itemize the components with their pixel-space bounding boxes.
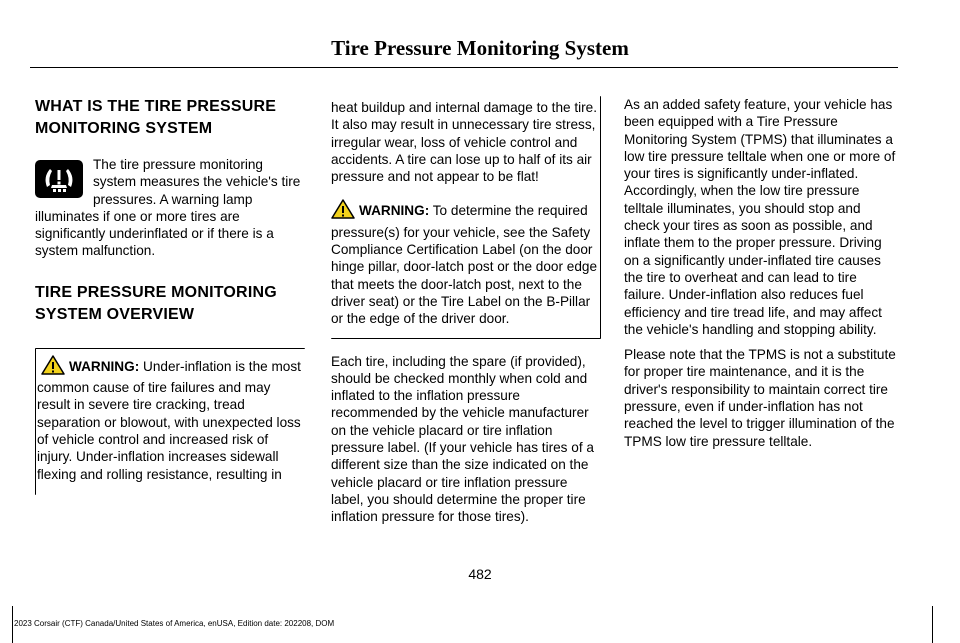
tpms-safety-paragraph: As an added safety feature, your vehicle has been equipped with a Tire Pressure Monitoring System (TPMS) that illuminates a low tire pressure telltale when one or more of your tires is significantly under-inflated. Accordingly, when the low tire pressure telltale illuminates, you should stop and check your tires as soon as possible, and inflate them to the proper pressure. Driving on a significantly under-inflated tire causes the tire to overheat and can lead to tire failure. Under-inflation also reduces fuel efficiency and tire tread life, and may affect the vehicle's handling and stopping ability. xyxy=(624,97,896,337)
warning-box-underinflation xyxy=(35,348,305,495)
crop-mark xyxy=(932,606,933,643)
warning-text: To determine the required pressure(s) for your vehicle, see the Safety Compliance Certification Label (on the door hinge pillar, door-latch post or the door edge that meets the door-latch post, next to the driver seat) or the Tire Label on the B-Pillar or the edge of the driver door. xyxy=(331,203,598,327)
tpms-warning-icon xyxy=(35,160,83,198)
edition-footer: 2023 Corsair (CTF) Canada/United States of America, enUSA, Edition date: 202208, DOM xyxy=(14,619,335,628)
monthly-check-paragraph: Each tire, including the spare (if provided), should be checked monthly when cold and inflated to the inflation pressure recommended by the vehicle manufacturer on the vehicle placard or tire inflation pressure label. (If your vehicle has tires of a different size than the size indicated on the vehicle placard or tire inflation pressure label, you should determine the proper tire inflation pressure for those tires). xyxy=(331,353,594,525)
page-number: 482 xyxy=(468,566,492,582)
column-2 xyxy=(331,96,601,526)
column-3 xyxy=(624,96,896,450)
crop-mark xyxy=(12,606,13,643)
warning-continued-text: heat buildup and internal damage to the tire. It also may result in unnecessary tire stress, irregular wear, loss of vehicle control and accidents. A tire can lose up to half of its air pressure and not appear to be flat! xyxy=(331,100,598,185)
warning-text: Under-inflation is the most common cause of tire failures and may result in severe tire cracking, tread separation or blowout, with unexpected loss of vehicle control and increased risk of injury. Under-inflation increases sidewall flexing and rolling resistance, resulting in xyxy=(37,358,301,482)
intro-block xyxy=(35,156,305,260)
column-1 xyxy=(35,96,305,495)
warning-label: WARNING: xyxy=(69,358,140,374)
page-header-title: Tire Pressure Monitoring System xyxy=(331,36,629,60)
warning-box-continued xyxy=(331,96,601,339)
header-rule xyxy=(30,67,898,68)
section-heading-what-is-tpms: WHAT IS THE TIRE PRESSURE MONITORING SYSTEM xyxy=(35,98,277,137)
section-heading-overview: TIRE PRESSURE MONITORING SYSTEM OVERVIEW xyxy=(35,283,277,323)
warning-label: WARNING: xyxy=(359,203,430,219)
warning-triangle-icon xyxy=(41,355,65,379)
intro-paragraph: The tire pressure monitoring system measures the vehicle's tire pressures. A warning lamp illuminates if one or more tires are significantly underinflated or if there is a system malfunction. xyxy=(35,157,301,259)
tpms-note-paragraph: Please note that the TPMS is not a substitute for proper tire maintenance, and it is the driver's responsibility to maintain correct tire pressure, even if under-inflation has not reached the level to trigger illumination of the TPMS low tire pressure telltale. xyxy=(624,347,896,449)
warning-triangle-icon xyxy=(331,199,355,223)
